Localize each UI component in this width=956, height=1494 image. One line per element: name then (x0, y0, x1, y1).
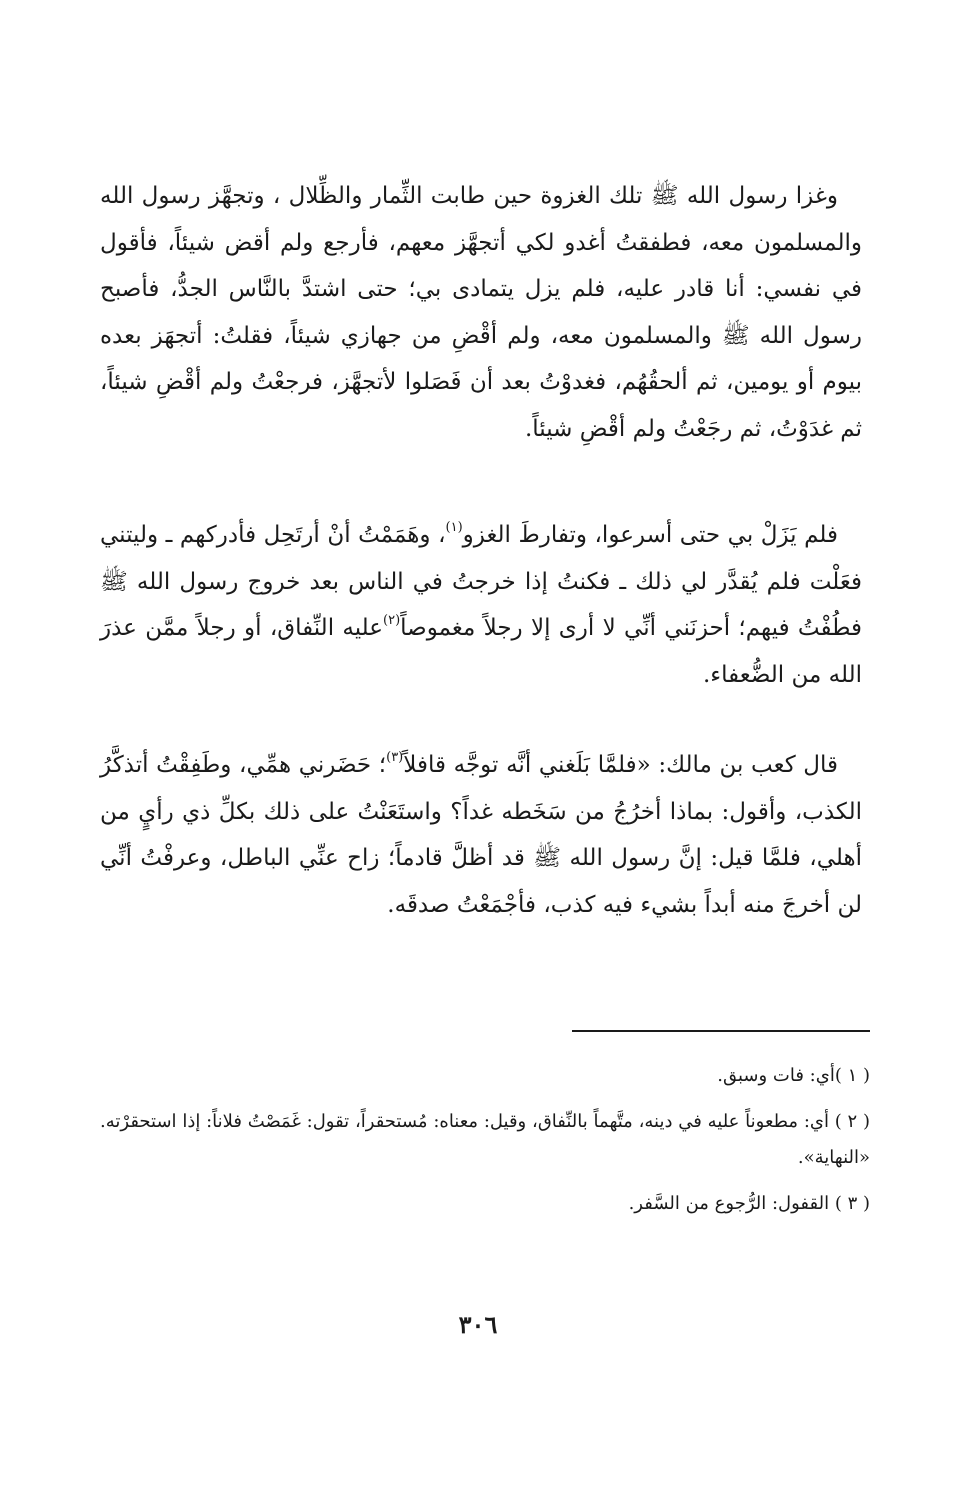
paragraph-3-text-a: قال كعب بن مالك: «فلمَّا بَلَغني أنَّه توجَّه قافلاً (403, 752, 838, 778)
footnote-3: ( ٣ ) القفول: الرُّجوع من السَّفر. (628, 1193, 870, 1214)
paragraph-3-text-b: ؛ حَضَرني همِّي، وطَفِقْتُ أتذكَّرُ الكذب، وأقول: بماذا أخرُجُ من سَخَطه غداً؟ واستَعَنْتُ على ذلك بكلِّ ذي رأيٍ من أهلي، فلمَّا قيل: إنَّ رسول الله ﷺ قد أظلَّ قادماً؛ زاح عنِّي الباطل، وعرفْتُ أنِّي لن أخرجَ منه أبداً بشيء فيه كذب، فأجْمَعْتُ صدقَه. (100, 752, 862, 918)
paragraph-2-text-b: ، وهَمَمْتُ أنْ أرتَحِل فأدركهم ـ وليتني فعَلْت فلم يُقدَّر لي ذلك ـ فكنتُ إذا خرجتُ في الناس بعد خروج رسول الله ﷺ فطُفْتُ فيهم؛ أحزنَني أنِّي لا أرى إلا رجلاً مغموصاً (100, 522, 862, 641)
paragraph-1: وغزا رسول الله ﷺ تلك الغزوة حين طابت الثِّمار والظِّلال ، وتجهَّز رسول الله والمسلمون معه، فطفقتُ أغدو لكي أتجهَّز معهم، فأرجع ولم أقض شيئاً، فأقول في نفسي: أنا قادر عليه، فلم يزل يتمادى بي؛ حتى اشتدَّ بالنَّاس الجدُّ، فأصبح رسول الله ﷺ والمسلمون معه، ولم أقْضِ من جهازي شيئاً، فقلتُ: أتجهَز بعده بيوم أو يومين، ثم ألحقُهُم، فغدوْتُ بعد أن فَصَلوا لأتجهَّز، فرجعْتُ ولم أقْضِ شيئاً، ثم غدَوْتُ، ثم رجَعْتُ ولم أقْضِ شيئاً. (100, 183, 862, 442)
paragraph-2-text-a: فلم يَزَلْ بي حتى أسرعوا، وتفارطَ الغزو (462, 522, 839, 548)
paragraph-3 (100, 742, 862, 928)
footnote-1: ( ١ )أي: فات وسبق. (717, 1065, 870, 1086)
paragraph-2-text-c: عليه النِّفاق، أو رجلاً ممَّن عذرَ الله من الضُّعفاء. (100, 615, 862, 688)
footnote-ref-3: (٣) (386, 750, 404, 766)
page-number: ٣٠٦ (458, 1310, 498, 1339)
footnote-ref-2: (٢) (383, 613, 401, 629)
footnote-2: ( ٢ ) أي: مطعوناً عليه في دينه، متَّهماً بالنِّفاق، وقيل: معناه: مُستحقراً، تقول: غَمَصْتُ فلاناً: إذا استحقرْته. «النهاية». (100, 1111, 871, 1168)
footnote-ref-1: (١) (445, 520, 463, 536)
footnotes-section (100, 1058, 870, 1232)
footnote-divider (572, 1030, 870, 1032)
paragraph-2 (100, 512, 862, 698)
